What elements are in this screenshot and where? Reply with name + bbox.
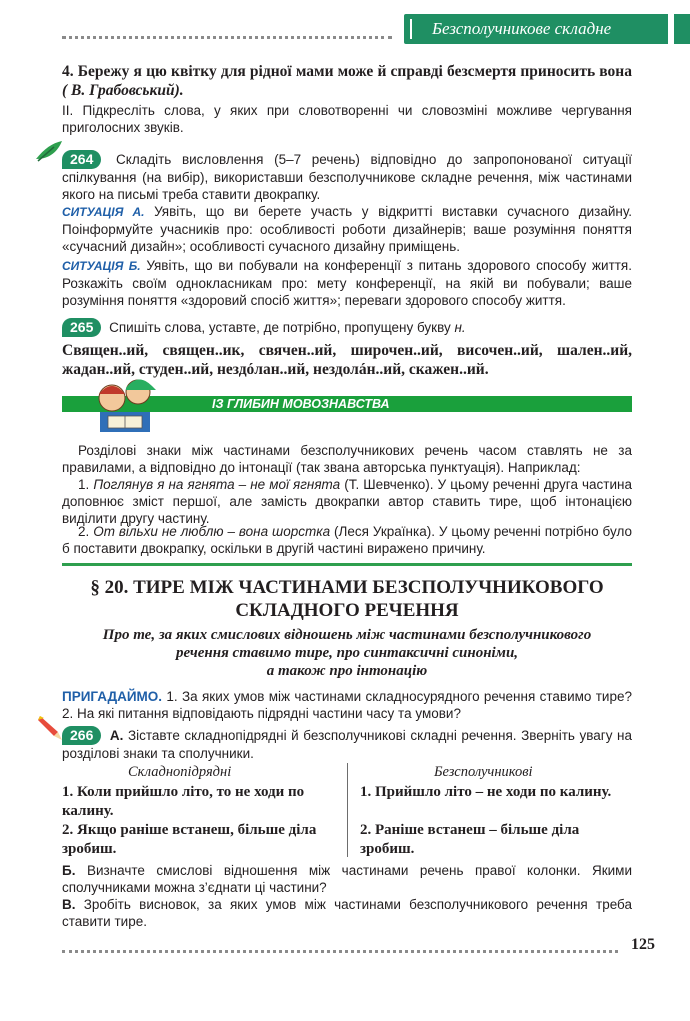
deep-example-2-number: 2. — [78, 524, 90, 539]
chapter-title: Безсполучникове складне речення — [432, 19, 612, 68]
deep-example-2-text: (Леся Українка). У цьому реченні потрібно було б поставити двокрапку, оскільки в другій частині виражено причину. — [62, 524, 632, 556]
deep-example-1-number: 1. — [78, 477, 90, 492]
header-edge-bar — [674, 14, 690, 44]
exercise-number-266: 266 — [62, 726, 101, 745]
page-number: 125 — [631, 936, 655, 953]
section-title-line-1: § 20. ТИРЕ МІЖ ЧАСТИНАМИ БЕЗСПОЛУЧНИКОВОГО — [90, 577, 604, 598]
situation-b — [62, 257, 632, 309]
left-sentence-1: 1. Коли прийшло літо, то не ходи по калину. — [62, 784, 305, 819]
recall-text: 1. За яких умов між частинами складносурядного речення ставимо тире? 2. На які питання відповідають підрядні частини часу та умови? — [62, 689, 632, 721]
situation-b-label: СИТУАЦІЯ Б. — [62, 259, 141, 273]
right-sentence-2: 2. Раніше встанеш – більше діла зробиш. — [360, 822, 580, 857]
item-4-text: 4. Бережу я цю квітку для рідної мами може й справді безсмертя приносить вона — [62, 63, 632, 80]
footer-dotted-rule — [62, 950, 618, 953]
exercise-265-letter: н. — [454, 320, 466, 335]
section-divider — [62, 563, 632, 566]
exercise-264-text: Складіть висловлення (5–7 речень) відповідно до запропонованої ситуації спілкування (на вибір), використавши безсполучникове складне речення, між частинами якого на письмі треба ставити двокрапку. — [62, 152, 632, 202]
reading-kids-icon — [90, 372, 160, 440]
item-4 — [62, 62, 632, 100]
exercise-266-b-label: Б. — [62, 863, 76, 878]
exercise-number-265: 265 — [62, 318, 101, 337]
column-head-right: Безсполучникові — [434, 764, 533, 780]
deep-paragraph-1: Розділові знаки між частинами безсполучникових речень часом ставлять не за правилами, а відповідно до інтонації (так звана авторська пунктуація). Наприклад: — [62, 443, 632, 475]
header-dotted-rule — [62, 36, 392, 39]
deep-section-title: ІЗ ГЛИБИН МОВОЗНАВСТВА — [212, 397, 390, 411]
chapter-title-tab — [404, 14, 668, 68]
item-4-author: ( В. Грабовський). — [62, 82, 184, 99]
section-subtitle-3: а також про інтонацію — [266, 663, 428, 679]
exercise-266-a-text: Зіставте складнопідрядні й безсполучникові складні речення. Зверніть увагу на розділові знаки та сполучники. — [62, 728, 632, 761]
section-title-line-2: СКЛАДНОГО РЕЧЕННЯ — [235, 600, 459, 621]
column-head-left: Складнопідрядні — [128, 764, 232, 780]
right-sentence-1: 1. Прийшло літо – не ходи по калину. — [360, 784, 612, 800]
leaf-icon — [34, 137, 64, 163]
exercise-265-words: Священ..ий, священ..ик, свячен..ий, широчен..ий, височен..ий, шален..ий, жадан..ий, студен..ий, нездóлан..ий, нездолáн..ий, скажен..ий. — [62, 342, 632, 378]
exercise-266 — [62, 726, 632, 762]
situation-a — [62, 203, 632, 255]
deep-example-2-quote: От вільхи не люблю – вона шорстка — [93, 524, 331, 539]
exercise-266-a-label: А. — [109, 728, 124, 743]
task-2: ІІ. Підкресліть слова, у яких при словотворенні чи словозміні можливе чергування приголосних звуків. — [62, 103, 632, 135]
exercise-266-v-label: В. — [62, 897, 76, 912]
column-divider — [347, 763, 348, 857]
deep-example-1-text: (Т. Шевченко). У цьому реченні друга частина доповнює зміст першої, але замість двокрапки автор ставить тире, щоб інтонацією виділити другу частину. — [62, 477, 632, 526]
exercise-266-v-text: Зробіть висновок, за яких умов між частинами безсполучникового речення треба ставити тире. — [62, 897, 632, 929]
exercise-265-text: Спишіть слова, уставте, де потрібно, пропущену букву — [109, 320, 451, 335]
exercise-264 — [62, 150, 632, 203]
exercise-266-b — [62, 862, 632, 896]
exercise-266-b-text: Визначте смислові відношення між частинами речень правої колонки. Якими сполучниками можна з’єднати ці частини? — [62, 863, 632, 895]
section-subtitle-1: Про те, за яких смислових відношень між частинами безсполучникового — [102, 627, 592, 643]
left-sentence-2: 2. Якщо раніше встанеш, більше діла зробиш. — [62, 822, 317, 857]
recall-label: ПРИГАДАЙМО. — [62, 689, 163, 704]
situation-a-label: СИТУАЦІЯ А. — [62, 205, 145, 219]
pencil-icon — [36, 712, 64, 742]
recall-block — [62, 688, 632, 722]
situation-b-text: Уявіть, що ви побували на конференції з питань здорового способу життя. Розкажіть своїм однокласникам про: мету конференції, на якій ви побували; ваше розуміння поняття «здоровий спосіб життя»; переваги здорового способу життя. — [62, 258, 632, 308]
exercise-265 — [62, 318, 632, 337]
deep-example-2 — [62, 523, 632, 557]
situation-a-text: Уявіть, що ви берете участь у відкритті виставки сучасного дизайну. Поінформуйте учасників про: особливості роботи дизайнерів; ваше розуміння поняття «сучасний дизайн»; особливості сучасного дизайну приміщень. — [62, 204, 632, 254]
section-subtitle-2: речення ставимо тире, про синтаксичні синоніми, — [175, 645, 519, 661]
exercise-number-264: 264 — [62, 150, 101, 169]
deep-example-1-quote: Поглянув я на ягнята – не мої ягнята — [93, 477, 341, 492]
deep-example-1 — [62, 476, 632, 527]
exercise-266-v — [62, 896, 632, 930]
